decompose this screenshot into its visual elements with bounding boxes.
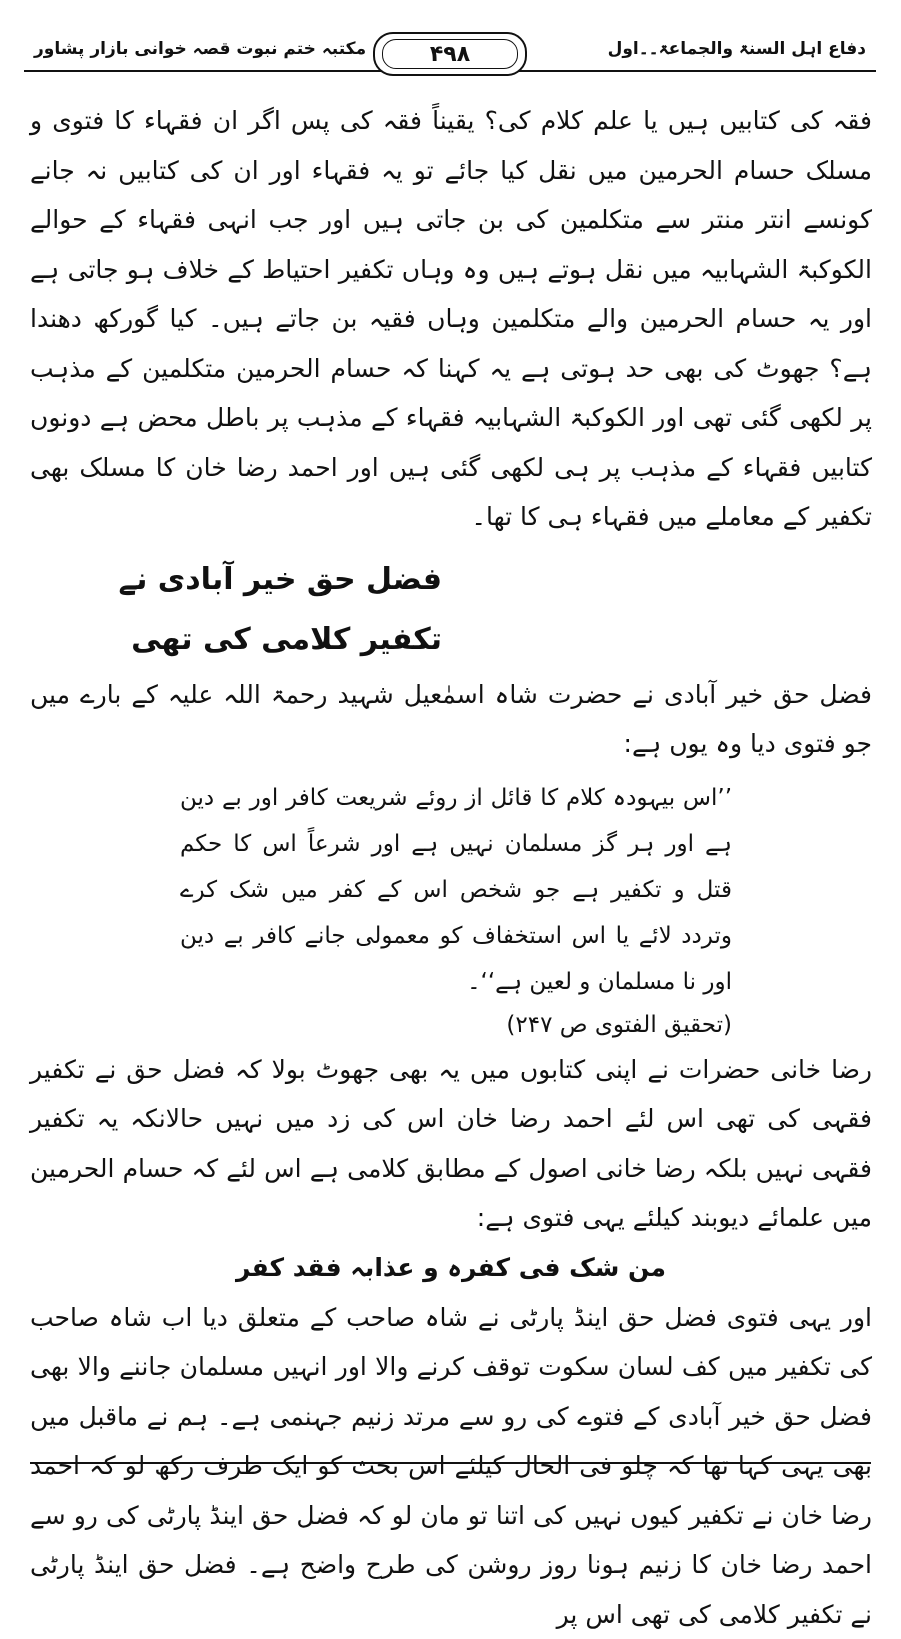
- publisher-name: مکتبہ ختم نبوت قصہ خوانی بازار پشاور: [30, 38, 370, 59]
- page-header: [24, 32, 876, 86]
- arabic-subheading: من شک فی کفرہ و عذابہ فقد کفر: [30, 1245, 872, 1291]
- paragraph-1: فقہ کی کتابیں ہیں یا علم کلام کی؟ یقیناً فقہ کی پس اگر ان فقہاء کا فتوی و مسلک حسام الحرمین میں نقل کیا جائے تو یہ فقہاء اور ان کی کتابیں نہ جانے کونسے انتر منتر سے متکلمین کی بن جاتی ہیں اور جب انہی فقہاء کے حوالے الکوکبۃ الشہابیہ میں نقل ہوتے ہیں وہ وہاں تکفیر احتیاط کے خلاف ہو جاتی ہے اور یہ حسام الحرمین والے متکلمین وہاں فقیہ بن جاتے ہیں۔ کیا گورکھ دھندا ہے؟ جھوٹ کی بھی حد ہوتی ہے یہ کہنا کہ حسام الحرمین متکلمین کے مذہب پر لکھی گئی تھی اور الکوکبۃ الشہابیہ فقہاء کے مذہب پر باطل محض ہے دونوں کتابیں فقہاء کے مذہب پر ہی لکھی گئی ہیں اور احمد رضا خان کا مسلک بھی تکفیر کے معاملے میں فقہاء ہی کا تھا۔: [30, 96, 872, 542]
- paragraph-2: فضل حق خیر آبادی نے حضرت شاہ اسمٰعیل شہید رحمۃ اللہ علیہ کے بارے میں جو فتوی دیا وہ یوں ہے:: [30, 670, 872, 769]
- paragraph-3: رضا خانی حضرات نے اپنی کتابوں میں یہ بھی جھوٹ بولا کہ فضل حق نے تکفیر فقہی کی تھی اس لئے احمد رضا خان اس کی زد میں نہیں حالانکہ یہ تکفیر فقہی نہیں بلکہ رضا خانی اصول کے مطابق کلامی ہے اس لئے کہ حسام الحرمین میں علمائے دیوبند کیلئے یہی فتوی ہے:: [30, 1045, 872, 1243]
- page-number-frame: [373, 32, 527, 76]
- page-body: [30, 96, 872, 1639]
- book-title: دفاع اہل السنۃ والجماعۃ۔۔اول: [604, 38, 870, 59]
- section-heading: فضل حق خیر آبادی نے تکفیر کلامی کی تھی: [30, 550, 872, 670]
- quote-citation: (تحقیق الفتوی ص ۲۴۷): [180, 1005, 732, 1045]
- page-number: ۴۹۸: [382, 39, 518, 69]
- block-quote: ’’اس بیہودہ کلام کا قائل از روئے شریعت کافر اور بے دین ہے اور ہر گز مسلمان نہیں ہے اور شرعاً اس کا حکم قتل و تکفیر ہے جو شخص اس کے کفر میں شک کرے وتردد لائے یا اس استخفاف کو معمولی جانے کافر بے دین اور نا مسلمان و لعین ہے‘‘۔: [180, 775, 732, 1005]
- paragraph-4: اور یہی فتوی فضل حق اینڈ پارٹی نے شاہ صاحب کے متعلق دیا اب شاہ صاحب کی تکفیر میں کف لسان سکوت توقف کرنے والا اور انہیں مسلمان جاننے والا بھی فضل حق خیر آبادی کے فتوے کی رو سے مرتد زنیم جہنمی ہے۔ ہم نے ماقبل میں بھی یہی کہا تھا کہ چلو فی الحال کیلئے اس بحث کو ایک طرف رکھ لو کہ احمد رضا خان نے تکفیر کیوں نہیں کی اتنا تو مان لو کہ فضل حق اینڈ پارٹی کی رو سے احمد رضا خان کا زنیم ہونا روز روشن کی طرح واضح ہے۔ فضل حق اینڈ پارٹی نے تکفیر کلامی کی تھی اس پر: [30, 1293, 872, 1639]
- footer-rule: [30, 1462, 871, 1464]
